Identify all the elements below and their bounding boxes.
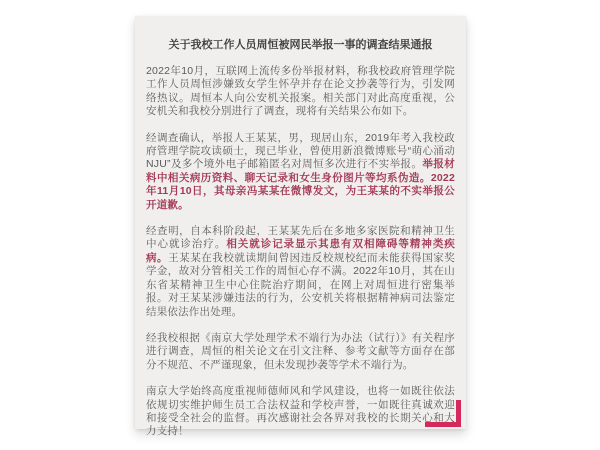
notice-title: 关于我校工作人员周恒被网民举报一事的调查结果通报 [168, 39, 433, 51]
notice-paragraph [146, 132, 455, 212]
text-segment: 经调查确认，举报人王某某，男，现居山东，2019年考入我校政府管理学院攻读硕士，现已毕业，曾使用新浪微博账号“萌心涌动NJU”及多个境外电子邮箱匿名对周恒多次进行不实举报。 [146, 131, 455, 171]
highlighted-text-segment: 举报材料中相关病历资料、聊天记录和女生身份图片等均系伪造。2022年11月10日，其母亲冯某某在微博发文，为王某某的不实举报公开道歉。 [146, 158, 455, 211]
text-segment: 经我校根据《南京大学处理学术不端行为办法（试行）》有关程序进行调查，周恒的相关论文在引文注释、参考文献等方面存在部分不规范、不严谨现象，但未发现抄袭等学术不端行为。 [146, 331, 455, 371]
notice-card [135, 16, 466, 438]
notice-paragraph [146, 332, 455, 372]
notice-body [146, 65, 455, 439]
text-segment: 王某某在我校就读期间曾因违反校规校纪而未能获得国家奖学金，故对分管相关工作的周恒心存不满。2022年10月，其在山东省某精神卫生中心住院治疗期间，在网上对周恒进行密集举报。对王某某涉嫌违法的行为，公安机关将根据精神病司法鉴定结果依法作出处理。 [146, 251, 456, 318]
highlighted-text-segment: 相关就诊记录显示其患有双相障碍等精神类疾病。 [146, 238, 455, 264]
notice-paragraph [146, 225, 455, 319]
text-segment: 2022年10月，互联网上流传多份举报材料，称我校政府管理学院工作人员周恒涉嫌致女学生怀孕并存在论文抄袭等行为，引发网络热议。周恒本人向公安机关报案。相关部门对此高度重视，公安机关和我校分别进行了调查，现将有关结果公布如下。 [146, 65, 455, 118]
corner-bracket-icon [425, 400, 461, 427]
notice-paragraph [146, 385, 455, 439]
text-segment: 南京大学始终高度重视师德师风和学风建设，也将一如既往依法依规切实维护师生员工合法权益和学校声誉，一如既往真诚欢迎和接受全社会的监督。再次感谢社会各界对我校的长期关心和大力支持！ [146, 385, 455, 438]
text-segment: 经查明，自本科阶段起，王某某先后在多地多家医院和精神卫生中心就诊治疗。 [146, 225, 455, 251]
notice-paragraph [146, 65, 455, 119]
